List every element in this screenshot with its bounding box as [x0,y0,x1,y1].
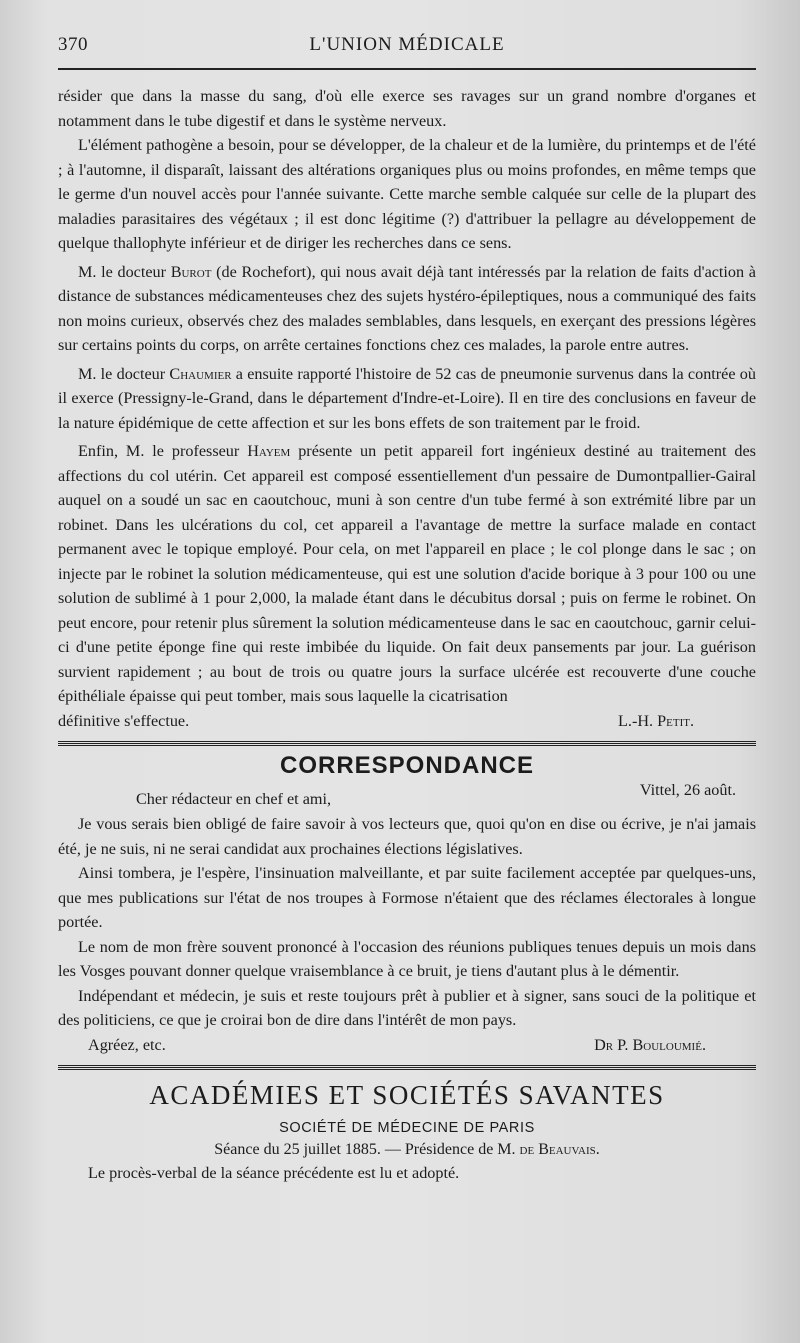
chaumier-after: a ensuite rapporté l'histoire de 52 cas de pneumonie survenus dans la contrée où il exerce (Pressigny-le-Grand, dans le département d'Indre-et-Loire). Il en tire des conclusions en faveur de la nature épidémique de cette affection et sur les bons effets de son traitement par le froid. [58,364,756,432]
page-number: 370 [58,34,88,55]
letter-closing-line [58,1033,756,1058]
paragraph-pellagre: L'élément pathogène a besoin, pour se développer, de la chaleur et de la lumière, du printemps et de l'été ; à l'automne, il disparaît, laissant des altérations organiques plus ou moins profondes, en même temps que le germe d'un nouvel accès pour l'année suivante. Cette marche semble calquée sur celle de la plupart des maladies parasitaires des végétaux ; il est donc légitime (?) d'attribuer la pellagre au développement de quelque thallophyte inférieur et de diriger les recherches dans ce sens. [58,136,756,252]
letter-salutation: Cher rédacteur en chef et ami, [136,790,332,808]
paragraph-chaumier [58,362,756,436]
letter-place-date: Vittel, 26 août. [639,781,736,799]
header-rule [58,68,756,70]
hayem-after: présente un petit appareil fort ingénieux destiné au traitement des affections du col utérin. Cet appareil est composé essentiellement d'un pessaire de Dumontpallier-Gairal auquel on a soudé un sac en caoutchouc, muni à son centre d'un tube fermé à son extrémité libre par un robinet. Dans les ulcérations du col, cet appareil a l'avantage de mettre la surface malade en contact permanent avec le topique employé. Pour cela, on met l'appareil en place ; le col plonge dans le sac ; on injecte par le robinet la solution médicamenteuse, qui est une solution d'acide borique à 3 pour 100 ou une solution de sublimé à 1 pour 2,000, la malade étant dans le décubitus dorsal ; puis on ferme le robinet. On peut encore, pour retenir plus sûrement la solution médicamenteuse dans le sac en caoutchouc, garnir celui-ci d'une petite éponge fine qui reste imbibée du liquide. On fait deux pansements par jour. La guérison survient rapidement ; au bout de trois ou quatre jours la surface ulcérée est recouverte d'une couche épithéliale épaisse qui peut tomber, mais sous laquelle la cicatrisation [58,442,756,705]
running-head: L'UNION MÉDICALE [309,34,505,55]
letter-paragraph: Ainsi tombera, je l'espère, l'insinuation malveillante, et par suite facilement acceptée par quelques-uns, que mes publications sur l'état de nos troupes à Formose n'étaient que des réclames électorales à longue portée. [58,864,756,931]
paragraph-continuation: résider que dans la masse du sang, d'où elle exerce ses ravages sur un grand nombre d'organes et notamment dans le tube digestif et dans le système nerveux. [58,87,756,130]
hayem-name: Hayem [247,442,291,460]
burot-name: Burot [170,262,212,281]
hayem-last-words: définitive s'effectue. [58,711,190,730]
society-name: SOCIÉTÉ DE MÉDECINE DE PARIS [279,1120,535,1136]
session-text: Séance du 25 juillet 1885. — Présidence de M. [214,1141,520,1158]
chaumier-name: Chaumier [169,364,232,383]
section-title-academies: ACADÉMIES ET SOCIÉTÉS SAVANTES [149,1080,665,1110]
author-signature-petit: L.-H. Petit. [618,711,694,730]
letter-paragraph: Le nom de mon frère souvent prononcé à l'occasion des réunions publiques tenues depuis un mois dans les Vosges pouvant donner quelque vraisemblance à ce bruit, je tiens d'autant plus à le démentir. [58,937,756,980]
hayem-before: Enfin, M. le professeur [78,442,248,460]
page-header [58,30,756,60]
session-first-paragraph: Le procès-verbal de la séance précédente est lu et adopté. [88,1164,460,1182]
section-rule-correspondance [58,741,756,746]
paragraph-burot [58,260,756,358]
section-rule-academies [58,1065,756,1070]
section-title-correspondance: CORRESPONDANCE [279,752,535,779]
hayem-last-line [58,709,756,734]
author-signature-bouloumie: Dr P. Bouloumié. [594,1035,706,1054]
chaumier-before: M. le docteur [78,364,170,383]
session-line [58,1139,756,1161]
letter-closing: Agréez, etc. [88,1035,166,1054]
burot-before: M. le docteur [78,262,171,281]
letter-paragraph: Indépendant et médecin, je suis et reste toujours prêt à publier et à signer, sans souci de la politique et des politiciens, ce que je croirai bon de dire dans l'intérêt de mon pays. [58,986,756,1029]
letter-paragraph: Je vous serais bien obligé de faire savoir à vos lecteurs que, quoi qu'on en dise ou écrive, je n'ai jamais été, je ne suis, ni ne serai candidat aux prochaines élections législatives. [58,815,756,858]
burot-after: (de Rochefort), qui nous avait déjà tant intéressés par la relation de faits d'action à distance de substances médicamenteuses chez des sujets hystéro-épileptiques, nous a communiqué des faits non moins curieux, observés chez des malades semblables, dans lesquels, en exerçant des pressions légères sur certains points du corps, on arrête certaines fonctions chez ces malades, la parole entre autres. [58,262,756,354]
paragraph-hayem [58,439,756,709]
session-president: de Beauvais. [519,1141,600,1158]
